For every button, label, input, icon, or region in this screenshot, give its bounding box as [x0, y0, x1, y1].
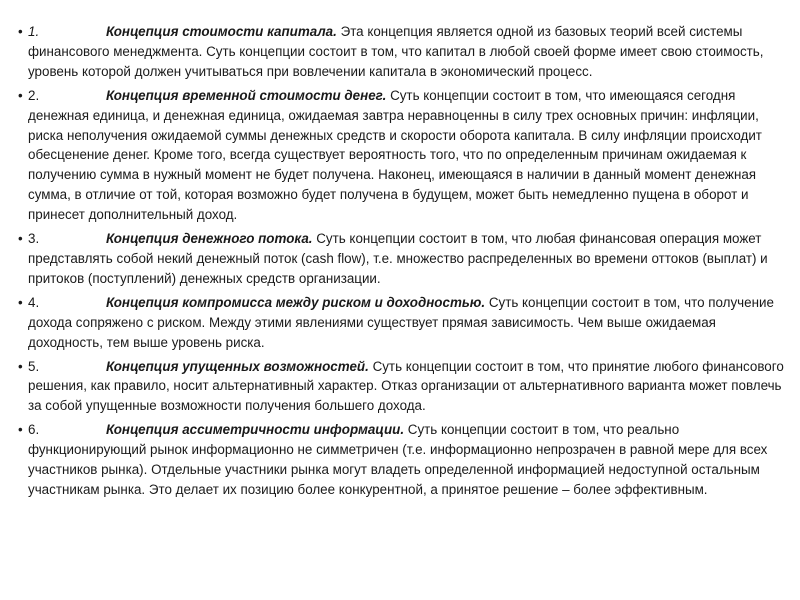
item-number: 4.: [28, 294, 40, 310]
list-item: [18, 86, 786, 225]
bullet-icon: •: [18, 422, 23, 438]
item-heading: Концепция временной стоимости денег.: [106, 87, 387, 103]
item-text: Суть концепции состоит в том, что реально функционирующий рынок информационно не симметричен (т.е. информационно непрозрачен в равной мере для всех участников рынка). Отдельные участники рынка могут владеть определенной информацией недоступной остальным участникам рынка. Это делает их позицию более конкурентной, а принятое решение – более эффективным.: [28, 422, 768, 497]
list-item: [18, 420, 786, 500]
bullet-icon: •: [18, 358, 23, 374]
list-item: [18, 357, 786, 417]
item-number: 3.: [28, 231, 40, 247]
item-heading: Концепция компромисса между риском и доходностью.: [106, 294, 486, 310]
item-text: Эта концепция является одной из базовых теорий всей системы финансового менеджмента. Суть концепции состоит в том, что капитал в любой своей форме имеет свою стоимость, уровень которой должен учитываться при вовлечении капитала в экономический процесс.: [28, 24, 764, 79]
item-heading: Концепция денежного потока.: [106, 231, 313, 247]
list-item: [18, 229, 786, 289]
item-number: 5.: [28, 358, 40, 374]
bullet-icon: •: [18, 231, 23, 247]
bullet-icon: •: [18, 87, 23, 103]
item-text: Суть концепции состоит в том, что любая финансовая операция может представлять собой некий денежный поток (cash flow), т.е. множество распределенных во времени оттоков (выплат) и притоков (поступлений) денежных средств организации.: [28, 231, 768, 286]
bullet-icon: •: [18, 294, 23, 310]
bullet-icon: •: [18, 24, 23, 39]
list-item: [18, 293, 786, 353]
item-text: Суть концепции состоит в том, что имеющаяся сегодня денежная единица, и денежная единица, ожидаемая завтра неравноценны в силу трех основных причин: инфляции, риска неполучения ожидаемой суммы денежных средств и скорости оборота капитала. В силу инфляции происходит обесценение денег. Кроме того, всегда существует вероятность того, что по определенным причинам ожидаемая к получению сумма в нужный момент не будет получена. Наконец, имеющаяся в наличии в данный момент денежная сумма, в отличие от той, которая возможно будет получена в будущем, может быть немедленно пущена в оборот и принесет дополнительный доход.: [28, 87, 762, 223]
item-number: 1.: [28, 24, 40, 39]
item-number: 6.: [28, 422, 40, 438]
item-heading: Концепция упущенных возможностей.: [106, 358, 369, 374]
item-text: Суть концепции состоит в том, что получение дохода сопряжено с риском. Между этими явлениями существует прямая зависимость. Чем выше ожидаемая доходность, тем выше уровень риска.: [28, 294, 774, 350]
item-heading: Концепция ассиметричности информации.: [106, 422, 405, 438]
item-heading: Концепция стоимости капитала.: [106, 24, 337, 39]
item-number: 2.: [28, 87, 40, 103]
item-text: Суть концепции состоит в том, что принятие любого финансового решения, как правило, носит альтернативный характер. Отказ организации от альтернативного варианта может повлечь за собой упущенные возможности получения большего дохода.: [28, 358, 784, 414]
slide-content: [18, 22, 786, 504]
list-item: [18, 22, 786, 82]
